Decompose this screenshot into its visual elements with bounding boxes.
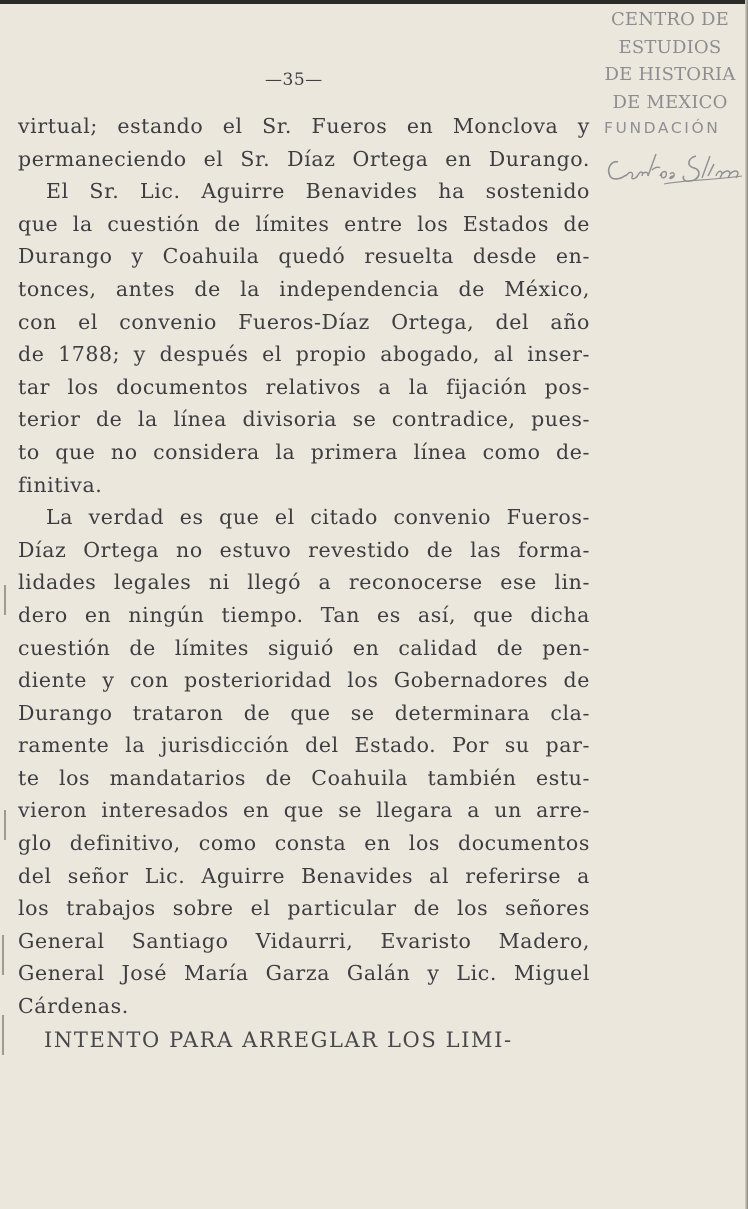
stamp-line: DE HISTORIA (604, 64, 736, 85)
signature-logo (604, 150, 744, 190)
text-line: con el convenio Fueros-Díaz Ortega, del año (18, 309, 590, 334)
stamp-line: ESTUDIOS (618, 36, 722, 58)
text-line: Díaz Ortega no estuvo revestido de las forma- (18, 537, 590, 562)
text-line: diente y con posterioridad los Gobernadores de (18, 668, 590, 693)
text-line: cuestión de límites siguió en calidad de pen- (18, 635, 590, 660)
margin-mark (4, 585, 6, 615)
text-line: terior de la línea divisoria se contradice, pues- (18, 407, 590, 432)
text-line: virtual; estando el Sr. Fueros en Monclova y (18, 114, 590, 138)
stamp-line: CENTRO DE (610, 9, 730, 30)
stamp-line: DE MEXICO (612, 91, 728, 113)
text-line: tonces, antes de la independencia de México, (18, 276, 590, 301)
page-top-edge (0, 0, 748, 4)
text-line: Cárdenas. (18, 994, 129, 1019)
section-heading: INTENTO PARA ARREGLAR LOS LIMI- (44, 1028, 513, 1052)
text-line: ramente la jurisdicción del Estado. Por su par- (18, 733, 590, 758)
margin-mark (4, 810, 6, 840)
margin-mark (2, 1015, 4, 1055)
text-line: El Sr. Lic. Aguirre Benavides ha sostenido (46, 179, 590, 204)
stamp-foundation: FUNDACIÓN (604, 119, 721, 137)
text-line: vieron interesados en que se llegara a un arre- (18, 798, 590, 823)
text-line: La verdad es que el citado convenio Fueros- (46, 505, 590, 530)
text-line: General José María Garza Galán y Lic. Miguel (18, 961, 590, 986)
text-line: te los mandatarios de Coahuila también estu- (18, 765, 590, 790)
text-line: tar los documentos relativos a la fijación pos- (18, 374, 590, 399)
text-line: que la cuestión de límites entre los Estados de (18, 211, 590, 236)
margin-mark (2, 935, 4, 975)
page-number: —35— (265, 70, 323, 90)
text-line: de 1788; y después el propio abogado, al inser- (18, 342, 590, 367)
text-line: Durango y Coahuila quedó resuelta desde en- (18, 244, 590, 269)
text-line: los trabajos sobre el particular de los señores (18, 896, 590, 921)
archive-stamp (598, 6, 742, 116)
body-text (18, 110, 590, 1023)
text-line: dero en ningún tiempo. Tan es así, que dicha (18, 602, 590, 627)
text-line: glo definitivo, como consta en los documentos (18, 831, 590, 856)
text-line: finitiva. (18, 472, 103, 497)
text-line: lidades legales ni llegó a reconocerse ese lin- (18, 570, 590, 595)
text-line: General Santiago Vidaurri, Evaristo Madero, (18, 928, 590, 953)
text-line: to que no considera la primera línea como de- (18, 439, 590, 464)
text-line: Durango trataron de que se determinara cla- (18, 700, 590, 725)
text-line: permaneciendo el Sr. Díaz Ortega en Durango. (18, 146, 590, 171)
text-line: del señor Lic. Aguirre Benavides al referirse a (18, 863, 590, 888)
